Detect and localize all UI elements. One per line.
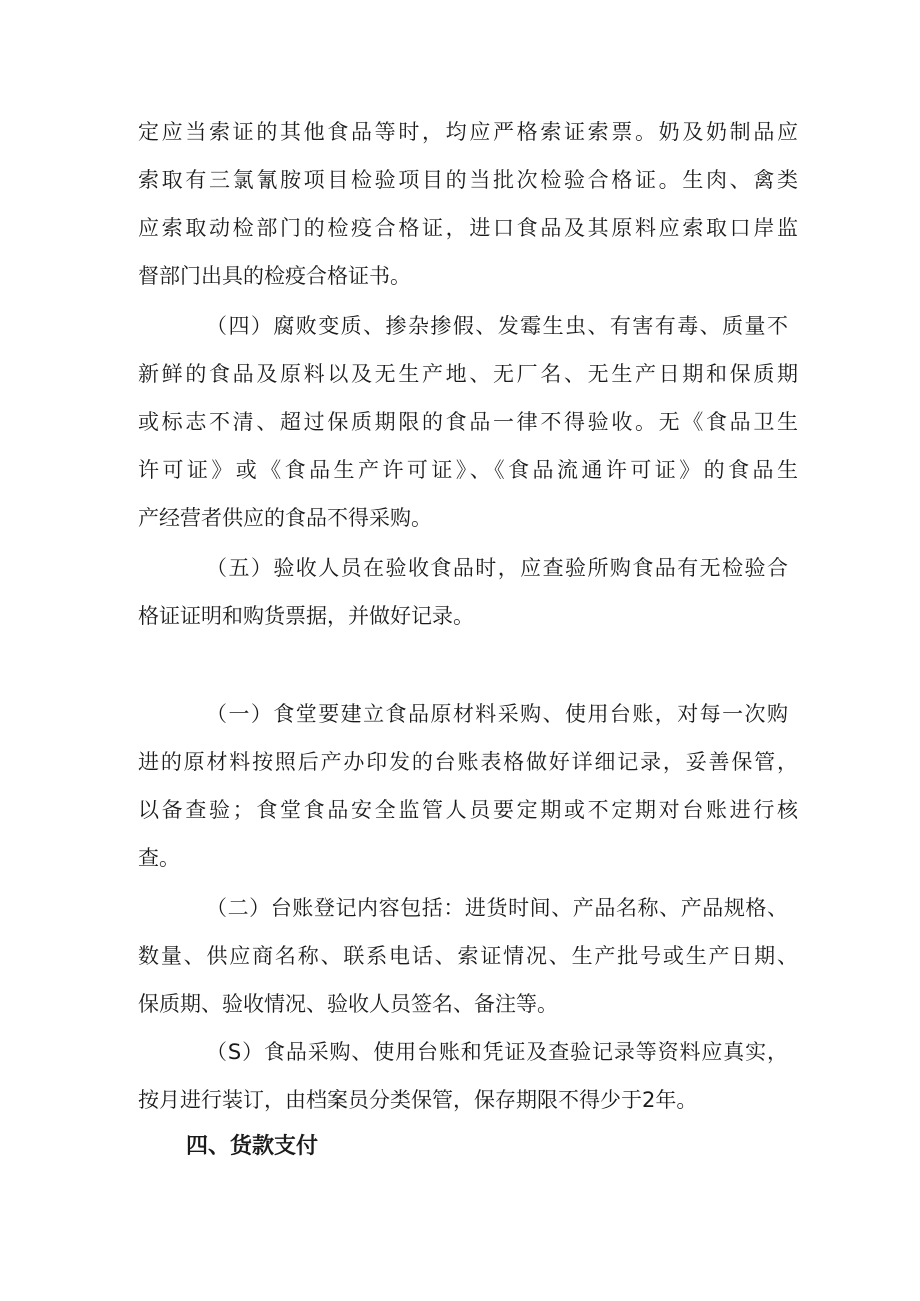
- paragraph-2-line-3: 或标志不清、超过保质期限的食品一律不得验收。无《食品卫生: [138, 410, 798, 434]
- paragraph-2-line-2: 新鲜的食品及原料以及无生产地、无厂名、无生产日期和保质期: [138, 362, 798, 386]
- paragraph-2-line-4: 许可证》或《食品生产许可证》、《食品流通许可证》的食品生: [138, 458, 798, 482]
- paragraph-3-line-2: 格证证明和购货票据，并做好记录。: [138, 604, 474, 628]
- paragraph-4-line-4: 查。: [138, 846, 180, 870]
- paragraph-1-line-4: 督部门出具的检疫合格证书。: [138, 264, 411, 288]
- paragraph-5-line-1: （二）台账登记内容包括：进货时间、产品名称、产品规格、: [206, 896, 788, 920]
- paragraph-1-line-1: 定应当索证的其他食品等时，均应严格索证索票。奶及奶制品应: [138, 120, 798, 144]
- paragraph-1-line-3: 应索取动检部门的检疫合格证，进口食品及其原料应索取口岸监: [138, 216, 798, 240]
- paragraph-1-line-2: 索取有三氯氰胺项目检验项目的当批次检验合格证。生肉、禽类: [138, 168, 798, 192]
- paragraph-4-line-2: 进的原材料按照后产办印发的台账表格做好详细记录，妥善保管，: [138, 750, 798, 774]
- paragraph-4-line-3: 以备查验；食堂食品安全监管人员要定期或不定期对台账进行核: [138, 798, 798, 822]
- paragraph-2-line-1: （四）腐败变质、掺杂掺假、发霉生虫、有害有毒、质量不: [206, 314, 788, 338]
- section-heading: 四、货款支付: [186, 1134, 319, 1159]
- paragraph-2-line-5: 产经营者供应的食品不得采购。: [138, 506, 432, 530]
- paragraph-6-line-1: （S）食品采购、使用台账和凭证及查验记录等资料应真实，: [206, 1040, 788, 1064]
- paragraph-5-line-3: 保质期、验收情况、验收人员签名、备注等。: [138, 992, 558, 1016]
- paragraph-5-line-2: 数量、供应商名称、联系电话、索证情况、生产批号或生产日期、: [138, 944, 798, 968]
- paragraph-4-line-1: （一）食堂要建立食品原材料采购、使用台账，对每一次购: [206, 702, 788, 726]
- paragraph-3-line-1: （五）验收人员在验收食品时，应查验所购食品有无检验合: [206, 556, 788, 580]
- paragraph-6-line-2: 按月进行装订，由档案员分类保管，保存期限不得少于2年。: [138, 1088, 698, 1112]
